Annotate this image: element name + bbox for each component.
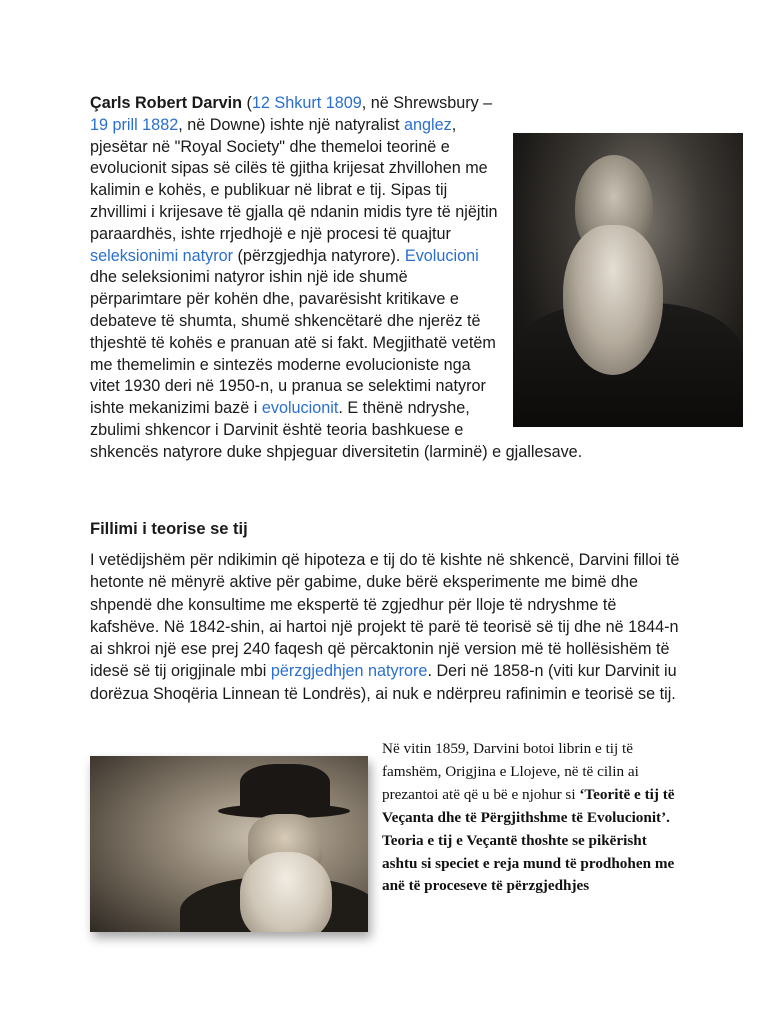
link-anglez[interactable]: anglez xyxy=(404,115,452,134)
link-evolucionit[interactable]: evolucionit xyxy=(261,399,339,418)
subject-name: Çarls Robert Darvin xyxy=(90,94,243,112)
section-paragraph: I vetëdijshëm për ndikimin që hipoteza e tij do të kishte në shkencë, Darvini filloi të hetonte në mënyrë aktive për gabime, duke bërë eksperimente me bimë dhe shpendë dhe konsultime me ekspertë të zgjedhur për lloje të ndryshme të kafshëve. Në 1842-shin, ai hartoi një projekt të parë të teorisë së tij dhe në 1844-n ai shkroi një ese prej 240 faqesh që përcaktonin një version më të hollësishëm të idesë së tij origjinale mbi përzgjedhjen natyrore. Deri në 1858-n (viti kur Darvinit iu dorëzua Shoqëria Linnean të Londrës), ai nuk e ndërpreu rafinimin e teorisë se tij. xyxy=(90,551,680,703)
darwin-hat-portrait-photo xyxy=(90,756,368,932)
intro-paragraph: Çarls Robert Darvin (12 Shkurt 1809, në Shrewsbury – 19 prill 1882, në Downe) ishte një natyralist anglez, pjesëtar në "Royal Society" dhe themeloi teorinë e evolucionit sipas së cilës të gjitha krijesat zhvillohen me kalimin e kohës, e publikuar në librat e tij. Sipas tij zhvillimi i krijesave të gjalla që ndanin midis tyre të njëjtin paraardhës, ishte rrjedhojë e një procesi të quajtur seleksionimi natyror (përzgjedhja natyrore). Evolucioni dhe seleksionimi natyror ishin një ide shumë përparimtare për kohën dhe, pavarësisht kritikave e debateve të shumta, shumë shkencëtarë dhe njerëz të thjeshtë të kohës e pranuan atë si fakt. Megjithatë vetëm me themelimin e sintezës moderne evolucioniste nga vitet 1930 deri në 1950-n, u pranua se selektimi natyror ishte mekanizimi bazë i evolucionit. E thënë ndryshe, zbulimi shkencor i Darvinit është teoria bashkuese e shkencës natyrore duke shpjeguar diversitetin (larminë) e gjallesave. xyxy=(90,93,670,464)
link-death-date[interactable]: 19 prill 1882 xyxy=(90,115,179,134)
darwin-portrait-photo xyxy=(513,133,743,427)
link-evolucioni[interactable]: Evolucioni xyxy=(404,246,479,265)
side-paragraph: Në vitin 1859, Darvini botoi librin e tij të famshëm, Origjina e Llojeve, në të cilin ai prezantoi atë që u bë e njohur si ‘Teoritë e tij të Veçanta dhe të Përgjithshme të Evolucionit’. Teoria e tij e Veçantë thoshte se pikërisht ashtu si speciet e reja mund të prodhohen me anë të proceseve të përzgjedhjes xyxy=(382,740,675,895)
link-perzgjedhjen-natyrore[interactable]: përzgjedhjen natyrore xyxy=(270,662,428,681)
section-heading: Fillimi i teorise se tij xyxy=(90,520,248,538)
link-natural-selection[interactable]: seleksionimi natyror xyxy=(90,246,234,265)
link-birth-date[interactable]: 12 Shkurt 1809 xyxy=(251,94,362,112)
